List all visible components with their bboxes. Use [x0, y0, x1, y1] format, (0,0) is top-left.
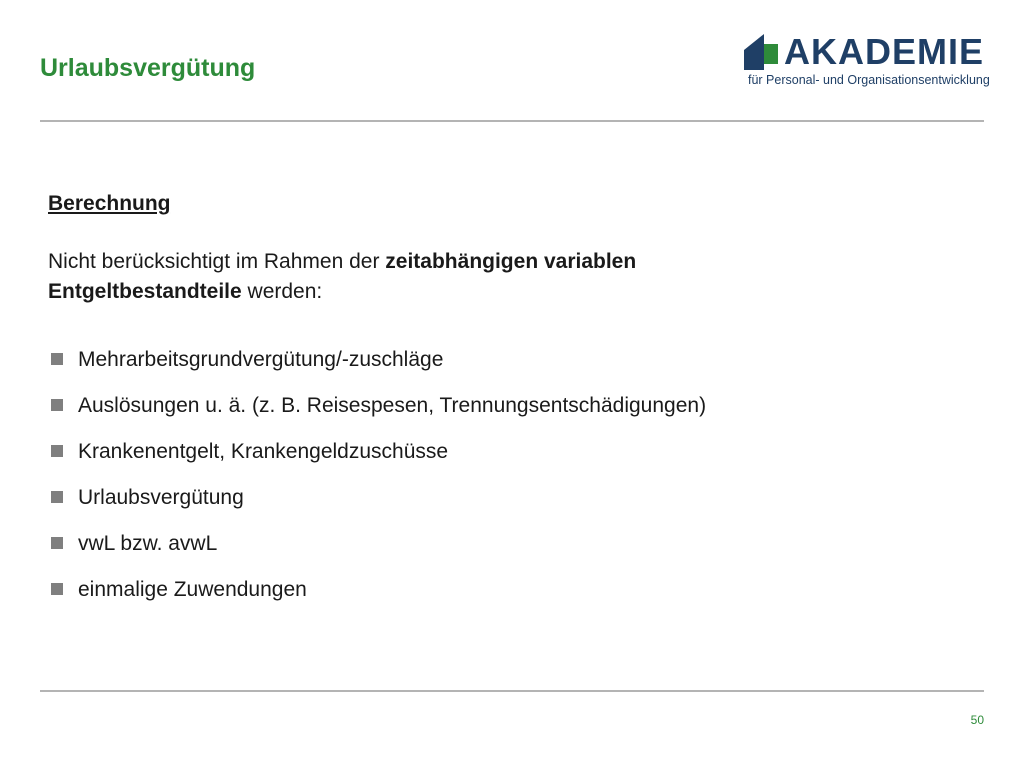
list-item	[48, 437, 706, 483]
list-item	[48, 529, 706, 575]
section-heading: Berechnung	[48, 192, 171, 215]
list-item	[48, 391, 706, 437]
list-item-text: vwL bzw. avwL	[78, 532, 218, 555]
list-item	[48, 575, 706, 621]
square-bullet-icon	[51, 399, 63, 411]
intro-text-end: werden:	[241, 280, 323, 303]
akademie-logo	[740, 30, 990, 90]
list-item-text: Urlaubsvergütung	[78, 486, 244, 509]
logo-wordmark: AKADEMIE	[784, 31, 985, 72]
logo-subtitle: für Personal- und Organisationsentwicklung	[748, 73, 990, 87]
list-item-text: Mehrarbeitsgrundvergütung/-zuschläge	[78, 348, 444, 371]
intro-paragraph	[48, 247, 848, 307]
intro-bold-first: zeitabhängigen variablen	[385, 250, 637, 273]
square-bullet-icon	[51, 445, 63, 457]
list-item-text: einmalige Zuwendungen	[78, 578, 307, 601]
list-item	[48, 345, 706, 391]
bottom-divider	[40, 690, 984, 692]
slide-title: Urlaubsvergütung	[40, 54, 256, 82]
bullet-list	[48, 345, 706, 621]
square-bullet-icon	[51, 583, 63, 595]
list-item-text: Krankenentgelt, Krankengeldzuschüsse	[78, 440, 449, 463]
intro-bold-second: Entgeltbestandteile	[48, 280, 242, 303]
list-item-text: Auslösungen u. ä. (z. B. Reisespesen, Trennungsentschädigungen)	[78, 394, 707, 417]
top-divider	[40, 120, 984, 122]
list-item	[48, 483, 706, 529]
intro-text-start: Nicht berücksichtigt im Rahmen der	[48, 250, 386, 273]
page-number: 50	[970, 713, 984, 727]
square-bullet-icon	[51, 537, 63, 549]
square-bullet-icon	[51, 353, 63, 365]
house-logo-icon	[744, 32, 778, 70]
square-bullet-icon	[51, 491, 63, 503]
